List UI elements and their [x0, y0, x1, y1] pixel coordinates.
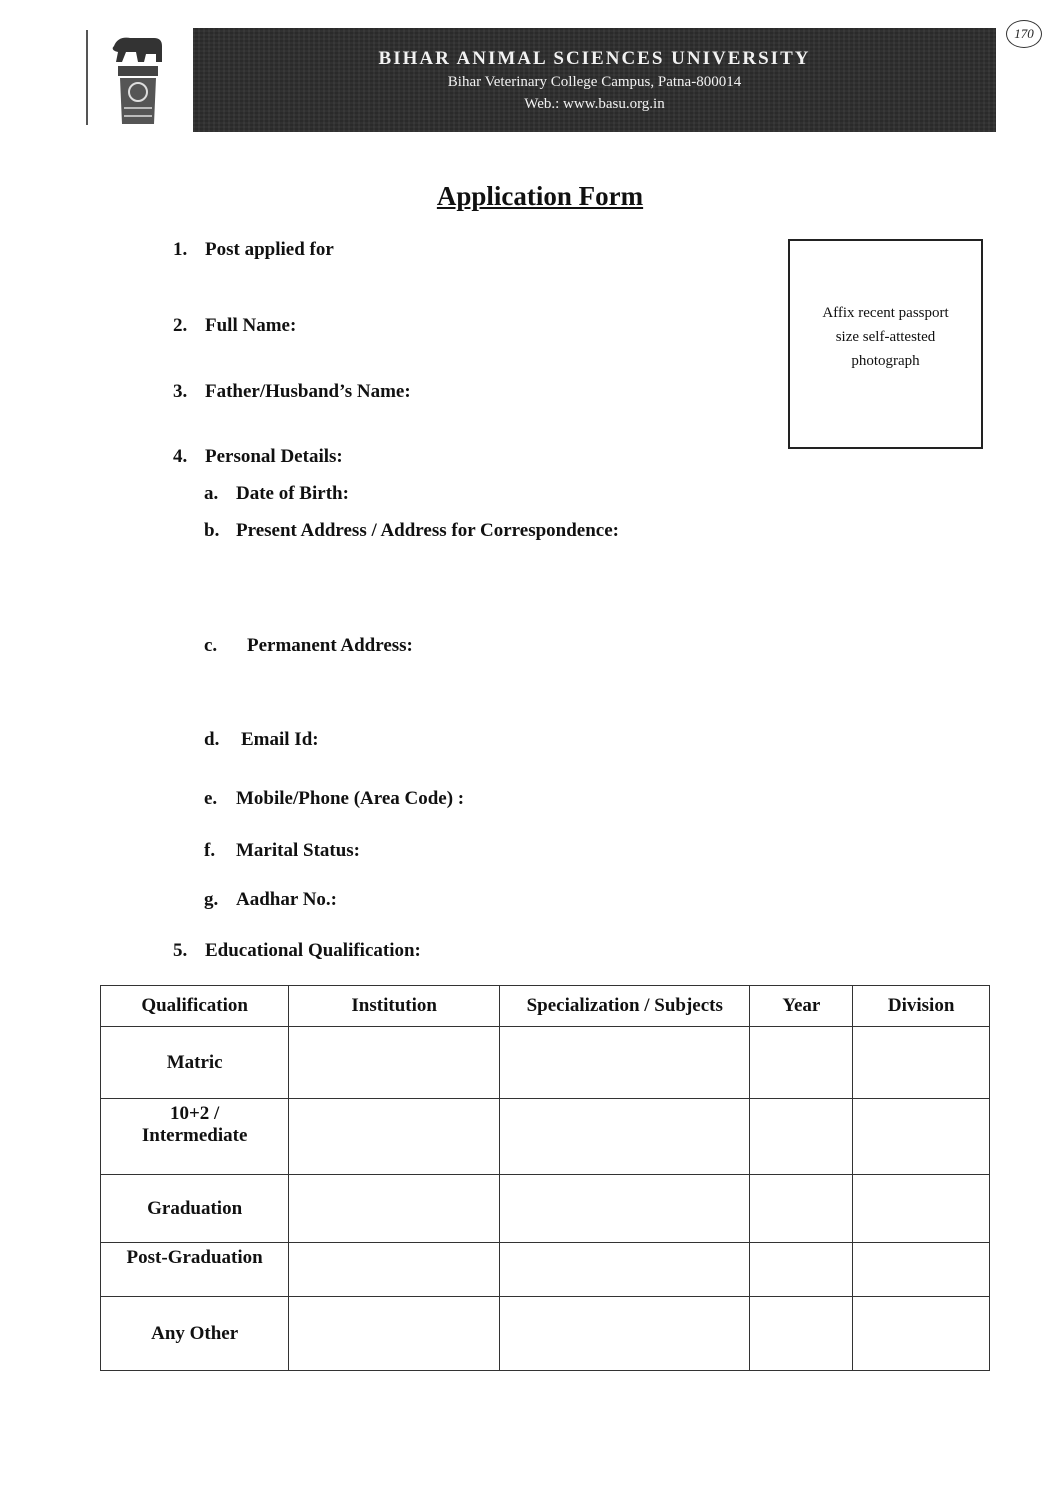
- header-specialization: Specialization / Subjects: [500, 986, 750, 1027]
- photo-placeholder: Affix recent passport size self-attested photograph: [788, 239, 983, 449]
- header-institution: Institution: [289, 986, 500, 1027]
- logo-divider: [86, 30, 88, 125]
- field-permanent-address: c. Permanent Address:: [204, 635, 413, 656]
- education-table: [100, 985, 990, 1371]
- year-cell[interactable]: [750, 1243, 853, 1297]
- year-cell[interactable]: [750, 1099, 853, 1175]
- field-email: d. Email Id:: [204, 729, 319, 750]
- qualification-cell: Post-Graduation: [101, 1243, 289, 1297]
- division-cell[interactable]: [853, 1027, 990, 1099]
- specialization-cell[interactable]: [500, 1175, 750, 1243]
- page-number: 170: [1006, 20, 1042, 48]
- field-father-name: 3. Father/Husband’s Name:: [173, 381, 411, 402]
- division-cell[interactable]: [853, 1243, 990, 1297]
- qualification-cell: Any Other: [101, 1297, 289, 1371]
- institution-cell[interactable]: [289, 1243, 500, 1297]
- specialization-cell[interactable]: [500, 1297, 750, 1371]
- header-qualification: Qualification: [101, 986, 289, 1027]
- table-row: [101, 1297, 990, 1371]
- university-website: Web.: www.basu.org.in: [524, 96, 665, 112]
- year-cell[interactable]: [750, 1175, 853, 1243]
- field-full-name: 2. Full Name:: [173, 315, 297, 336]
- university-campus: Bihar Veterinary College Campus, Patna-800014: [447, 74, 742, 90]
- emblem-icon: [96, 28, 176, 128]
- institution-cell[interactable]: [289, 1099, 500, 1175]
- field-aadhar: g. Aadhar No.:: [204, 889, 337, 910]
- institution-cell[interactable]: [289, 1297, 500, 1371]
- header-year: Year: [750, 986, 853, 1027]
- table-row: [101, 1175, 990, 1243]
- qualification-cell: Matric: [101, 1027, 289, 1099]
- page-title: Application Form: [436, 181, 644, 211]
- division-cell[interactable]: [853, 1099, 990, 1175]
- institution-cell[interactable]: [289, 1175, 500, 1243]
- field-mobile: e. Mobile/Phone (Area Code) :: [204, 788, 465, 809]
- year-cell[interactable]: [750, 1297, 853, 1371]
- field-personal-details: 4. Personal Details:: [173, 446, 343, 467]
- field-date-of-birth: a. Date of Birth:: [204, 483, 349, 504]
- header-division: Division: [853, 986, 990, 1027]
- year-cell[interactable]: [750, 1027, 853, 1099]
- field-present-address: b. Present Address / Address for Correspondence:: [204, 520, 619, 541]
- specialization-cell[interactable]: [500, 1243, 750, 1297]
- table-header-row: [101, 986, 990, 1027]
- field-education: 5. Educational Qualification:: [173, 940, 421, 961]
- institution-cell[interactable]: [289, 1027, 500, 1099]
- division-cell[interactable]: [853, 1297, 990, 1371]
- university-name: BIHAR ANIMAL SCIENCES UNIVERSITY: [378, 48, 811, 69]
- table-row: [101, 1243, 990, 1297]
- division-cell[interactable]: [853, 1175, 990, 1243]
- qualification-cell: Graduation: [101, 1175, 289, 1243]
- specialization-cell[interactable]: [500, 1027, 750, 1099]
- header-banner: [193, 28, 996, 132]
- qualification-cell: 10+2 / Intermediate: [101, 1099, 289, 1175]
- field-marital-status: f. Marital Status:: [204, 840, 361, 861]
- table-row: [101, 1027, 990, 1099]
- field-post-applied: 1. Post applied for: [173, 239, 334, 260]
- specialization-cell[interactable]: [500, 1099, 750, 1175]
- table-row: [101, 1099, 990, 1175]
